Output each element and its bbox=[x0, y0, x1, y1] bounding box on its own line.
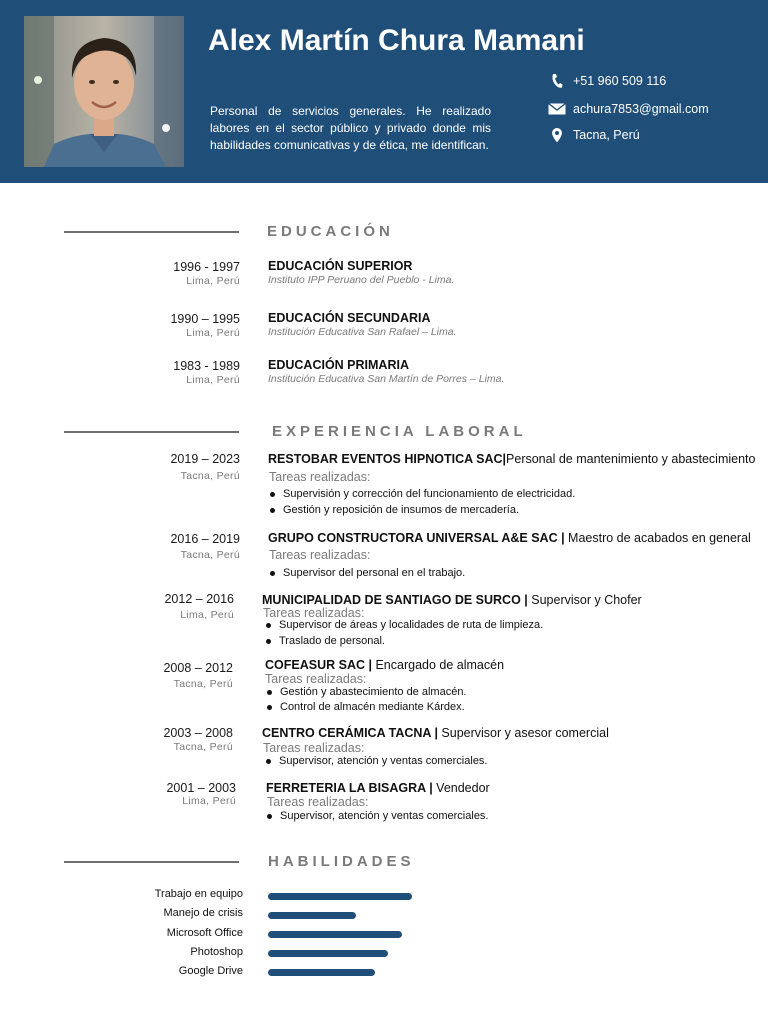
education-location: Lima, Perú bbox=[186, 275, 240, 287]
job-company: MUNICIPALIDAD DE SANTIAGO DE SURCO | bbox=[262, 593, 528, 607]
tasks-label: Tareas realizadas: bbox=[265, 672, 367, 686]
task-item: Supervisión y corrección del funcionamiento de electricidad. bbox=[270, 488, 575, 500]
skills-section-title: HABILIDADES bbox=[268, 853, 415, 870]
tasks-label: Tareas realizadas: bbox=[263, 741, 365, 755]
header-banner bbox=[0, 0, 768, 183]
job-location: Tacna, Perú bbox=[180, 549, 240, 561]
contact-email[interactable] bbox=[548, 99, 758, 119]
contact-location-text: Tacna, Perú bbox=[573, 128, 640, 142]
task-item: Supervisor del personal en el trabajo. bbox=[270, 567, 465, 579]
skill-level-track bbox=[268, 912, 428, 919]
tasks-label: Tareas realizadas: bbox=[267, 795, 369, 809]
job-location: Tacna, Perú bbox=[180, 470, 240, 482]
skill-level-track bbox=[268, 950, 428, 957]
email-icon bbox=[548, 101, 566, 117]
job-location: Tacna, Perú bbox=[173, 678, 233, 690]
profile-photo bbox=[24, 16, 184, 167]
bullet-icon bbox=[270, 571, 275, 576]
bullet-icon bbox=[266, 639, 271, 644]
job-role: Supervisor y asesor comercial bbox=[437, 726, 609, 740]
job-company: RESTOBAR EVENTOS HIPNOTICA SAC| bbox=[268, 452, 507, 466]
job-role: Encargado de almacén bbox=[371, 658, 505, 672]
task-item: Gestión y abastecimiento de almacén. bbox=[267, 686, 467, 698]
job-years: 2003 – 2008 bbox=[163, 726, 233, 740]
experience-divider bbox=[64, 431, 239, 433]
job-company: FERRETERIA LA BISAGRA | bbox=[266, 781, 433, 795]
education-divider bbox=[64, 231, 239, 233]
job-location: Tacna, Perú bbox=[173, 741, 233, 753]
skill-name: Trabajo en equipo bbox=[154, 888, 243, 900]
tasks-label: Tareas realizadas: bbox=[263, 606, 365, 620]
task-item: Traslado de personal. bbox=[266, 635, 385, 647]
education-years: 1990 – 1995 bbox=[170, 312, 240, 326]
job-years: 2008 – 2012 bbox=[163, 661, 233, 675]
job-title bbox=[266, 781, 490, 795]
task-item: Gestión y reposición de insumos de mercadería. bbox=[270, 504, 519, 516]
job-location: Lima, Perú bbox=[180, 609, 234, 621]
bullet-icon bbox=[267, 705, 272, 710]
task-item: Supervisor de áreas y localidades de ruta de limpieza. bbox=[266, 619, 543, 631]
location-pin-icon bbox=[548, 127, 566, 143]
skill-level-track bbox=[268, 969, 428, 976]
job-years: 2019 – 2023 bbox=[170, 452, 240, 466]
education-degree: EDUCACIÓN SECUNDARIA bbox=[268, 311, 431, 325]
education-location: Lima, Perú bbox=[186, 327, 240, 339]
education-institution: Institución Educativa San Rafael – Lima. bbox=[268, 326, 457, 338]
task-item: Control de almacén mediante Kárdex. bbox=[267, 701, 465, 713]
job-title bbox=[268, 452, 755, 466]
job-title bbox=[262, 593, 642, 607]
education-degree: EDUCACIÓN SUPERIOR bbox=[268, 259, 413, 273]
skill-level-bar bbox=[268, 912, 356, 919]
job-role: Personal de mantenimiento y abastecimiento bbox=[506, 452, 756, 466]
skill-level-bar bbox=[268, 969, 375, 976]
skill-name: Microsoft Office bbox=[166, 927, 243, 939]
job-company: GRUPO CONSTRUCTORA UNIVERSAL A&E SAC | bbox=[268, 531, 565, 545]
skill-level-track bbox=[268, 893, 428, 900]
tasks-label: Tareas realizadas: bbox=[269, 548, 371, 562]
skill-level-bar bbox=[268, 950, 388, 957]
education-institution: Institución Educativa San Martín de Porres – Lima. bbox=[268, 373, 505, 385]
bullet-icon bbox=[267, 690, 272, 695]
skill-level-track bbox=[268, 931, 428, 938]
skill-name: Google Drive bbox=[178, 965, 243, 977]
skill-level-bar bbox=[268, 931, 402, 938]
bullet-icon bbox=[266, 623, 271, 628]
job-company: CENTRO CERÁMICA TACNA | bbox=[262, 726, 438, 740]
task-item: Supervisor, atención y ventas comerciales. bbox=[267, 810, 489, 822]
bullet-icon bbox=[270, 492, 275, 497]
job-location: Lima, Perú bbox=[182, 795, 236, 807]
skill-name: Photoshop bbox=[190, 946, 243, 958]
skill-name: Manejo de crisis bbox=[163, 907, 243, 919]
profile-summary: Personal de servicios generales. He realizado labores en el sector público y privado donde mis habilidades comunicativas y de ética, me identifican. bbox=[210, 104, 491, 152]
job-years: 2012 – 2016 bbox=[164, 592, 234, 606]
experience-section-title: EXPERIENCIA LABORAL bbox=[272, 423, 527, 440]
bullet-icon bbox=[270, 508, 275, 513]
education-years: 1983 - 1989 bbox=[173, 359, 240, 373]
job-title bbox=[268, 531, 751, 545]
job-title bbox=[262, 726, 609, 740]
education-location: Lima, Perú bbox=[186, 374, 240, 386]
task-item: Supervisor, atención y ventas comerciales. bbox=[266, 755, 488, 767]
contact-phone bbox=[548, 71, 758, 91]
contact-location bbox=[548, 125, 758, 145]
bullet-icon bbox=[266, 759, 271, 764]
candidate-name: Alex Martín Chura Mamani bbox=[208, 24, 585, 57]
bullet-icon bbox=[267, 814, 272, 819]
job-title bbox=[265, 658, 504, 672]
education-years: 1996 - 1997 bbox=[173, 260, 240, 274]
job-years: 2001 – 2003 bbox=[166, 781, 236, 795]
job-role: Maestro de acabados en general bbox=[564, 531, 751, 545]
skill-level-bar bbox=[268, 893, 412, 900]
tasks-label: Tareas realizadas: bbox=[269, 470, 371, 484]
skills-divider bbox=[64, 861, 239, 863]
job-years: 2016 – 2019 bbox=[170, 532, 240, 546]
phone-icon bbox=[548, 73, 566, 89]
profile-photo-image bbox=[24, 16, 184, 167]
job-role: Vendedor bbox=[432, 781, 490, 795]
education-degree: EDUCACIÓN PRIMARIA bbox=[268, 358, 409, 372]
job-company: COFEASUR SAC | bbox=[265, 658, 372, 672]
contact-phone-text: +51 960 509 116 bbox=[573, 74, 667, 88]
education-institution: Instituto IPP Peruano del Pueblo - Lima. bbox=[268, 274, 455, 286]
contact-email-text[interactable]: achura7853@gmail.com bbox=[573, 102, 709, 116]
education-section-title: EDUCACIÓN bbox=[267, 223, 394, 240]
job-role: Supervisor y Chofer bbox=[527, 593, 642, 607]
